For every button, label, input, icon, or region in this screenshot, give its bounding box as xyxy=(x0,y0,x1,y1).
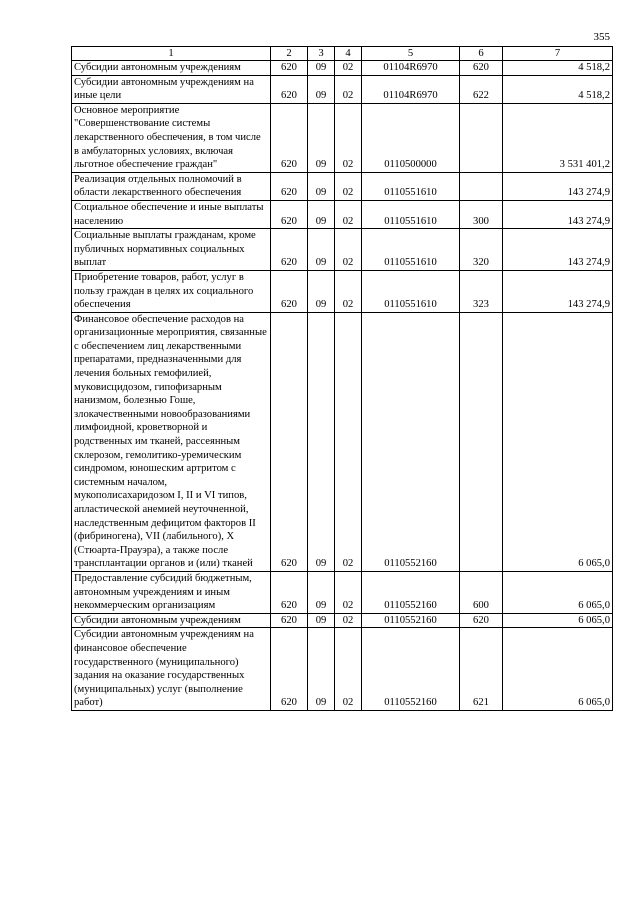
amount-cell: 143 274,9 xyxy=(503,172,613,200)
expense-type-code-cell: 320 xyxy=(460,229,503,271)
table-row xyxy=(72,172,613,200)
target-article-code-cell: 0110552160 xyxy=(362,628,460,711)
target-article-code-cell: 0110551610 xyxy=(362,270,460,312)
admin-code-cell: 620 xyxy=(271,61,308,76)
admin-code-cell: 620 xyxy=(271,270,308,312)
target-article-code-cell: 0110551610 xyxy=(362,200,460,228)
admin-code-cell: 620 xyxy=(271,628,308,711)
amount-cell: 3 531 401,2 xyxy=(503,103,613,172)
target-article-code-cell: 0110552160 xyxy=(362,571,460,613)
table-row xyxy=(72,61,613,76)
column-header: 7 xyxy=(503,47,613,61)
page-number: 355 xyxy=(593,31,610,43)
section-code-cell: 09 xyxy=(308,103,335,172)
expense-type-code-cell: 620 xyxy=(460,61,503,76)
target-article-code-cell: 0110552160 xyxy=(362,312,460,571)
admin-code-cell: 620 xyxy=(271,200,308,228)
table-row xyxy=(72,200,613,228)
subsection-code-cell: 02 xyxy=(335,172,362,200)
row-name-cell: Социальные выплаты гражданам, кроме публичных нормативных социальных выплат xyxy=(72,229,271,271)
amount-cell: 143 274,9 xyxy=(503,229,613,271)
target-article-code-cell: 0110551610 xyxy=(362,172,460,200)
table-row xyxy=(72,270,613,312)
column-header: 1 xyxy=(72,47,271,61)
subsection-code-cell: 02 xyxy=(335,613,362,628)
section-code-cell: 09 xyxy=(308,61,335,76)
subsection-code-cell: 02 xyxy=(335,571,362,613)
expense-type-code-cell: 600 xyxy=(460,571,503,613)
expense-type-code-cell: 300 xyxy=(460,200,503,228)
table-row xyxy=(72,103,613,172)
subsection-code-cell: 02 xyxy=(335,270,362,312)
subsection-code-cell: 02 xyxy=(335,229,362,271)
target-article-code-cell: 0110552160 xyxy=(362,613,460,628)
row-name-cell: Предоставление субсидий бюджетным, автономным учреждениям и иным некоммерческим организациям xyxy=(72,571,271,613)
expense-type-code-cell xyxy=(460,312,503,571)
table-row xyxy=(72,571,613,613)
table-body xyxy=(72,61,613,711)
amount-cell: 6 065,0 xyxy=(503,613,613,628)
table-row xyxy=(72,312,613,571)
budget-table xyxy=(71,46,613,711)
target-article-code-cell: 01104R6970 xyxy=(362,61,460,76)
admin-code-cell: 620 xyxy=(271,103,308,172)
table-row xyxy=(72,75,613,103)
row-name-cell: Финансовое обеспечение расходов на организационные мероприятия, связанные с обеспечением лиц лекарственными препаратами, предназначенными для лечения больных гемофилией, муковисцидозом, гипофизарным нанизмом, болезнью Гоше, злокачественными новообразованиями лимфоидной, кроветворной и родственных им тканей, рассеянным склерозом, гемолитико-уремическим синдромом, юношеским артритом с системным началом, мукополисахаридозом I, II и VI типов, апластической анемией неуточненной, наследственным дефицитом факторов II (фибриногена), VII (лабильного), X (Стюарта-Прауэра), а также после трансплантации органов и (или) тканей xyxy=(72,312,271,571)
amount-cell: 143 274,9 xyxy=(503,200,613,228)
column-header: 5 xyxy=(362,47,460,61)
row-name-cell: Реализация отдельных полномочий в области лекарственного обеспечения xyxy=(72,172,271,200)
subsection-code-cell: 02 xyxy=(335,61,362,76)
table-row xyxy=(72,613,613,628)
admin-code-cell: 620 xyxy=(271,75,308,103)
section-code-cell: 09 xyxy=(308,172,335,200)
column-header: 4 xyxy=(335,47,362,61)
expense-type-code-cell: 620 xyxy=(460,613,503,628)
admin-code-cell: 620 xyxy=(271,229,308,271)
amount-cell: 6 065,0 xyxy=(503,571,613,613)
section-code-cell: 09 xyxy=(308,75,335,103)
section-code-cell: 09 xyxy=(308,229,335,271)
row-name-cell: Субсидии автономным учреждениям на иные цели xyxy=(72,75,271,103)
expense-type-code-cell: 323 xyxy=(460,270,503,312)
admin-code-cell: 620 xyxy=(271,613,308,628)
subsection-code-cell: 02 xyxy=(335,103,362,172)
column-header: 2 xyxy=(271,47,308,61)
header-row xyxy=(72,47,613,61)
subsection-code-cell: 02 xyxy=(335,75,362,103)
row-name-cell: Субсидии автономным учреждениям xyxy=(72,61,271,76)
admin-code-cell: 620 xyxy=(271,571,308,613)
target-article-code-cell: 0110551610 xyxy=(362,229,460,271)
admin-code-cell: 620 xyxy=(271,172,308,200)
expense-type-code-cell xyxy=(460,172,503,200)
amount-cell: 4 518,2 xyxy=(503,75,613,103)
expense-type-code-cell: 621 xyxy=(460,628,503,711)
target-article-code-cell: 01104R6970 xyxy=(362,75,460,103)
amount-cell: 4 518,2 xyxy=(503,61,613,76)
section-code-cell: 09 xyxy=(308,613,335,628)
expense-type-code-cell xyxy=(460,103,503,172)
amount-cell: 6 065,0 xyxy=(503,312,613,571)
row-name-cell: Социальное обеспечение и иные выплаты населению xyxy=(72,200,271,228)
table-row xyxy=(72,628,613,711)
section-code-cell: 09 xyxy=(308,270,335,312)
row-name-cell: Субсидии автономным учреждениям xyxy=(72,613,271,628)
section-code-cell: 09 xyxy=(308,571,335,613)
section-code-cell: 09 xyxy=(308,312,335,571)
row-name-cell: Субсидии автономным учреждениям на финансовое обеспечение государственного (муниципального) задания на оказание государственных (муниципальных) услуг (выполнение работ) xyxy=(72,628,271,711)
subsection-code-cell: 02 xyxy=(335,312,362,571)
row-name-cell: Приобретение товаров, работ, услуг в пользу граждан в целях их социального обеспечения xyxy=(72,270,271,312)
expense-type-code-cell: 622 xyxy=(460,75,503,103)
column-header: 3 xyxy=(308,47,335,61)
subsection-code-cell: 02 xyxy=(335,200,362,228)
row-name-cell: Основное мероприятие "Совершенствование системы лекарственного обеспечения, в том числе в амбулаторных условиях, включая льготное обеспечение граждан" xyxy=(72,103,271,172)
section-code-cell: 09 xyxy=(308,200,335,228)
amount-cell: 143 274,9 xyxy=(503,270,613,312)
amount-cell: 6 065,0 xyxy=(503,628,613,711)
target-article-code-cell: 0110500000 xyxy=(362,103,460,172)
subsection-code-cell: 02 xyxy=(335,628,362,711)
section-code-cell: 09 xyxy=(308,628,335,711)
table-row xyxy=(72,229,613,271)
column-header: 6 xyxy=(460,47,503,61)
admin-code-cell: 620 xyxy=(271,312,308,571)
